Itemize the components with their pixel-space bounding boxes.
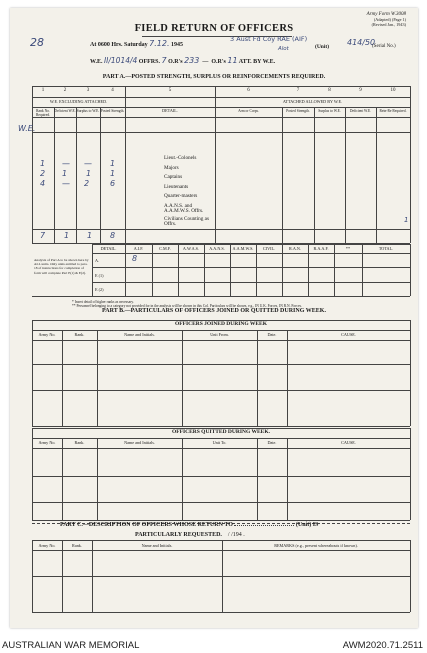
rank-list [164,154,216,228]
serial-label: (Serial No.) [372,44,396,49]
part-c-head-army-no: Army No. [38,543,56,548]
year: 1945 [171,42,184,48]
hw-row-1-col-4: 1 [110,159,116,168]
analysis-head-awas: A.W.A.S. [182,246,200,251]
hw-row-2-col-4: 1 [110,169,116,178]
analysis-head-other: ** [345,246,351,251]
hw-row-3-col-3: 2 [84,179,90,188]
head-att-surplus: Surplus to W.E. [318,109,341,113]
we-line: W.E. II/1014/4 OFFRS. 7 O.R's 233 — O.R's 11 ATT. BY W.E. [90,56,276,65]
offrs-label: OFFRS. [138,59,160,65]
we-label: W.E. [90,59,103,65]
corner-handwriting: 28 [30,36,44,49]
part-c-head-name: Name and Initials. [141,543,173,548]
quitted-head-cause: CAUSE. [341,440,356,445]
analysis-head-ran: R.A.N. [289,246,301,251]
at-line [90,41,183,48]
col-num-4: 4 [111,88,114,93]
at-label: At 0600 Hrs. Saturday [90,42,148,48]
serial-handwriting: 414/50 [347,38,376,47]
head-reinforcements: Rein-Re Required. [379,109,407,113]
rank-aans: A.A.N.S. and A.A.M.W.S. Offrs. [164,202,204,214]
rank-civilians: Civilians Counting as Offrs. [164,215,209,227]
offrs-handwriting: 7 [161,56,167,65]
quitted-table [32,428,410,528]
analysis-head-raaf: R.A.A.F. [313,246,329,251]
hw-row-3-col-4: 6 [110,179,116,188]
part-c-title-c: PARTICULARLY REQUESTED. [135,532,222,538]
col-num-2: 2 [63,88,67,93]
rank-quarter-masters: Quarter-masters [164,193,198,199]
head-arm-or-corps: Arm or Corps. [238,109,259,113]
we-handwriting: II/1014/4 [103,56,138,65]
col-num-10: 10 [390,88,396,93]
joined-head-date: Date. [267,332,277,337]
part-c-requested-line [135,532,385,538]
unit-label: (Unit) [315,44,330,50]
quitted-title: OFFICERS QUITTED DURING WEEK. [172,429,270,435]
analysis-head-aans: A.A.N.S. [209,246,225,251]
joined-head-unit-from: Unit From. [210,332,229,337]
quitted-head-name: Name and Initials. [124,440,155,445]
unit-hw-main: 3 Aust Fd Coy RAE (AIF) [230,35,308,43]
hw-row-2-col-2: 1 [62,169,68,178]
col-num-1: 1 [41,88,45,93]
analysis-table [32,244,410,298]
hw-row-1-col-2: — [62,159,70,168]
part-c-title-line [60,522,400,528]
col-num-6: 6 [247,88,250,93]
hw-row-3-col-1: 4 [40,179,46,188]
quitted-head-date: Date. [267,440,277,445]
part-a-table [18,86,410,246]
col-num-5: 5 [168,88,172,93]
quitted-head-rank: Rank. [74,440,85,445]
head-att-posted: Posted Strength. [286,109,310,113]
joined-head-cause: CAUSE. [341,332,356,337]
hw-total-col-4: 8 [110,231,116,240]
analysis-row-e2: E (2) [95,287,104,292]
ors2-label: O.R's [211,59,226,65]
unit-hw-sub: Alot [278,46,289,52]
we-margin-handwriting: W.E. [18,124,36,133]
analysis-note: Analysis of Part A to be shown here by ALL units. Only units entitled to para. 18 of instructions for completion of form will complete Part E(1) & E(2). [34,258,89,275]
footer-left: AUSTRALIAN WAR MEMORIAL [2,640,140,651]
hw-total-col-1: 7 [40,231,46,240]
ors-label: O.R's [168,59,183,65]
part-c-title-b: (Unit) IS [295,522,319,528]
analysis-head-total: TOTAL. [378,246,394,251]
att-label: ATT. BY W.E. [238,59,276,65]
part-a-title: PART A.—POSTED STRENGTH, SURPLUS OR REINFORCEMENTS REQUIRED. [102,74,326,80]
adapted-note: (Adapted) (Page 1) [373,17,406,22]
part-b-title: PART B.—PARTICULARS OF OFFICERS JOINED OR QUITTED DURING WEEK. [102,308,326,314]
analysis-head-detail: DETAIL. [100,246,117,251]
col-num-7: 7 [296,88,300,93]
part-c-date-line: / /194 . [227,532,245,538]
unit-handwriting [230,35,307,43]
date-handwriting: 7.12. [149,39,170,48]
part-c-table [32,540,410,612]
analysis-head-civil: CIVIL. [262,246,276,251]
part-c-head-remarks: REMARKS (e.g., present whereabouts if known). [274,543,358,548]
hw-row-3-col-2: — [62,179,70,188]
army-form-number: Army Form W.3008 [366,12,406,17]
head-surplus: Surplus to W.E. [76,109,100,113]
hw-total-col-2: 1 [64,231,70,240]
col-num-3: 3 [86,88,90,93]
head-deficient: Deficient W.E. [54,109,76,113]
analysis-head-aamws: A.A.M.W.S. [232,246,254,251]
quitted-head-army-no: Army No. [38,440,56,445]
form-sheet [10,8,418,628]
rank-majors: Majors [164,164,179,171]
part-c-title-a: PART C.—DESCRIPTION OF OFFICERS WHOSE RETURN TO [60,522,233,528]
head-att-deficient: Deficient W.E. [349,109,372,113]
hw-row-2-col-1: 2 [40,169,46,178]
col-num-8: 8 [328,88,331,93]
head-rank-required: Rank No. Required. [35,109,51,117]
footnote-2: ** Personnel belonging to a category not provided for in the analysis will be shown in this Col. Particulars will be shown, e.g., IN U.K. Forces, IN R.N. Forces. [72,304,302,309]
joined-head-rank: Rank. [74,332,85,337]
col-num-9: 9 [359,88,362,93]
ors2-handwriting: 11 [227,56,238,65]
we-excluding-heading: W.E. EXCLUDING ATTACHED. [49,99,108,104]
quitted-head-unit-to: Unit To. [212,440,227,445]
joined-table [32,320,410,426]
rank-lieut-colonels: Lieut.-Colonels [164,155,197,161]
ors-handwriting: 233 [184,56,200,65]
head-posted-strength: Posted Strength. [100,109,125,113]
hw-total-col-3: 1 [87,231,93,240]
joined-head-army-no: Army No. [38,332,56,337]
analysis-head-aif: A.I.F. [133,246,144,251]
revised-note: (Revised Jan., 1943) [371,22,406,27]
detail-heading: DETAIL. [162,108,178,113]
analysis-row-e1: E (1) [95,273,104,278]
rank-captains: Captains [164,174,183,180]
analysis-hw-aif: 8 [132,254,138,263]
analysis-head-cmf: C.M.F. [159,246,171,251]
joined-head-name: Name and Initials. [124,332,155,337]
form-title: FIELD RETURN OF OFFICERS [134,23,294,34]
hw-col-10: 1 [404,216,409,224]
attached-allowed-heading: ATTACHED ALLOWED BY W.E. [282,99,343,104]
hw-row-1-col-1: 1 [40,159,46,168]
part-c-head-rank: Rank. [72,543,82,548]
footer-right: AWM2020.71.2511 [342,640,423,651]
footnote-1: * Insert detail of higher ranks as necessary. [72,300,134,304]
hw-row-2-col-3: 1 [86,169,92,178]
analysis-row-a: A. [95,258,100,263]
joined-title: OFFICERS JOINED DURING WEEK [174,321,268,327]
hw-row-1-col-3: — [84,159,92,168]
rank-lieutenants: Lieutenants [164,183,189,190]
